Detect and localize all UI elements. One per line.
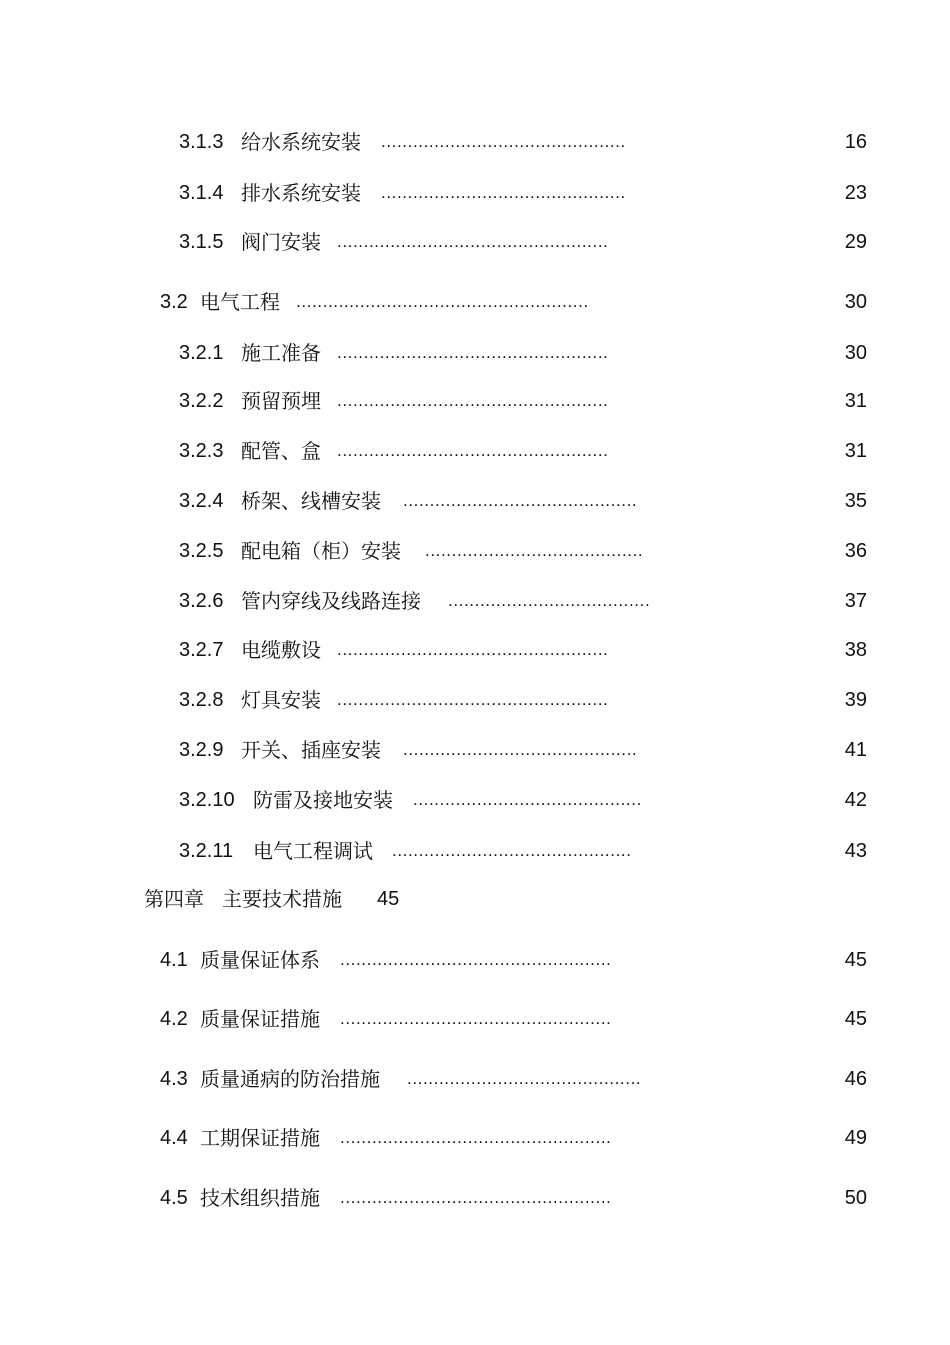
toc-entry-page: 35 (844, 490, 867, 512)
toc-entry-number: 3.2.10 (179, 789, 235, 811)
toc-entry-page: 50 (844, 1187, 867, 1209)
toc-entry-leader: ................................................... (337, 391, 609, 410)
toc-entry-title: 施工准备 (241, 341, 321, 365)
toc-entry[interactable] (0, 1123, 950, 1153)
toc-entry-page: 43 (844, 840, 867, 862)
toc-entry-page: 46 (844, 1068, 867, 1090)
toc-entry[interactable] (0, 836, 950, 866)
toc-entry-number: 3.2.4 (179, 490, 224, 512)
toc-entry-number: 3.2.3 (179, 440, 224, 462)
toc-entry-title: 防雷及接地安装 (253, 788, 393, 812)
toc-entry-title: 技术组织措施 (200, 1186, 320, 1210)
toc-entry-title: 质量保证体系 (200, 948, 320, 972)
toc-entry-page: 29 (844, 231, 867, 253)
toc-entry-leader: ......................................... (425, 541, 644, 560)
toc-entry-leader: ................................................... (340, 1009, 612, 1028)
toc-entry[interactable] (0, 436, 950, 466)
toc-entry[interactable] (0, 536, 950, 566)
toc-entry-leader: ................................................... (337, 690, 609, 709)
toc-entry-title: 排水系统安装 (241, 181, 361, 205)
toc-entry[interactable] (0, 1183, 950, 1213)
toc-entry-title: 配管、盒 (241, 439, 321, 463)
toc-entry-page: 37 (844, 590, 867, 612)
toc-entry-title: 给水系统安装 (241, 130, 361, 154)
toc-entry-title: 预留预埋 (241, 389, 321, 413)
toc-entry-page: 30 (844, 291, 867, 313)
toc-entry[interactable] (0, 227, 950, 257)
toc-entry-page: 38 (844, 639, 867, 661)
toc-entry[interactable] (0, 785, 950, 815)
toc-entry-number: 3.2.8 (179, 689, 224, 711)
toc-entry[interactable] (0, 338, 950, 368)
toc-entry[interactable] (0, 178, 950, 208)
toc-entry-title: 桥架、线槽安装 (241, 489, 381, 513)
toc-entry-number: 4.5 (160, 1187, 188, 1209)
toc-entry-leader: .............................................. (381, 183, 626, 202)
toc-entry-title: 工期保证措施 (200, 1126, 320, 1150)
toc-entry-page: 41 (844, 739, 867, 761)
toc-entry-page: 42 (844, 789, 867, 811)
toc-entry[interactable] (0, 586, 950, 616)
toc-entry-title: 开关、插座安装 (241, 738, 381, 762)
toc-entry-number: 4.2 (160, 1008, 188, 1030)
toc-entry-number: 3.2.2 (179, 390, 224, 412)
toc-entry-number: 4.3 (160, 1068, 188, 1090)
toc-entry-title: 质量通病的防治措施 (200, 1067, 380, 1091)
toc-entry-leader: .............................................. (381, 132, 626, 151)
toc-entry[interactable] (0, 486, 950, 516)
toc-entry-number: 4.1 (160, 949, 188, 971)
toc-entry-number: 3.2.1 (179, 342, 224, 364)
toc-entry-leader: ................................................... (337, 232, 609, 251)
toc-entry-title: 电气工程 (200, 290, 280, 314)
toc-entry-page: 31 (844, 440, 867, 462)
toc-entry[interactable] (0, 287, 950, 317)
toc-entry[interactable] (0, 735, 950, 765)
toc-entry-leader: ............................................ (403, 740, 638, 759)
toc-entry[interactable] (0, 945, 950, 975)
toc-entry-number: 3.2.7 (179, 639, 224, 661)
toc-entry-leader: ............................................. (392, 841, 632, 860)
toc-entry[interactable] (0, 1004, 950, 1034)
toc-entry-page: 45 (844, 949, 867, 971)
toc-entry-number: 3.1.3 (179, 131, 224, 153)
toc-chapter-number: 第四章 (144, 887, 204, 911)
toc-entry[interactable] (0, 127, 950, 157)
toc-entry-leader: ................................................... (337, 343, 609, 362)
toc-entry[interactable] (0, 635, 950, 665)
toc-entry-leader: ....................................................... (296, 292, 589, 311)
toc-entry-page: 31 (844, 390, 867, 412)
toc-entry-leader: ................................................... (340, 1128, 612, 1147)
toc-entry-number: 3.2.9 (179, 739, 224, 761)
toc-entry[interactable] (0, 685, 950, 715)
toc-entry-number: 3.1.5 (179, 231, 224, 253)
toc-entry-title: 电气工程调试 (253, 839, 373, 863)
toc-entry-leader: ................................................... (340, 1188, 612, 1207)
toc-entry-leader: ........................................... (413, 790, 642, 809)
toc-entry-title: 管内穿线及线路连接 (241, 589, 421, 613)
toc-chapter-entry[interactable] (0, 884, 950, 914)
toc-entry-page: 49 (844, 1127, 867, 1149)
toc-entry-page: 16 (844, 131, 867, 153)
toc-entry-number: 3.1.4 (179, 182, 224, 204)
toc-entry-leader: ............................................ (403, 491, 638, 510)
toc-entry-page: 36 (844, 540, 867, 562)
toc-entry-page: 45 (844, 1008, 867, 1030)
toc-entry-number: 3.2 (160, 291, 188, 313)
toc-entry-title: 配电箱（柜）安装 (241, 539, 401, 563)
toc-entry-leader: ................................................... (337, 441, 609, 460)
toc-entry-title: 质量保证措施 (200, 1007, 320, 1031)
toc-entry-page: 23 (844, 182, 867, 204)
toc-entry-page: 39 (844, 689, 867, 711)
toc-entry-leader: ................................................... (340, 950, 612, 969)
toc-entry-title: 电缆敷设 (241, 638, 321, 662)
toc-entry-number: 3.2.5 (179, 540, 224, 562)
toc-entry-leader: ................................................... (337, 640, 609, 659)
toc-entry-page: 30 (844, 342, 867, 364)
toc-chapter-title: 主要技术措施 (222, 887, 342, 911)
toc-entry-number: 4.4 (160, 1127, 188, 1149)
toc-entry-number: 3.2.11 (179, 840, 234, 862)
toc-entry-title: 阀门安装 (241, 230, 321, 254)
toc-entry-title: 灯具安装 (241, 688, 321, 712)
toc-entry-number: 3.2.6 (179, 590, 224, 612)
toc-chapter-page: 45 (377, 888, 400, 910)
toc-entry-leader: ...................................... (448, 591, 651, 610)
toc-entry-leader: ............................................ (407, 1069, 642, 1088)
toc-entry[interactable] (0, 1064, 950, 1094)
toc-entry[interactable] (0, 386, 950, 416)
